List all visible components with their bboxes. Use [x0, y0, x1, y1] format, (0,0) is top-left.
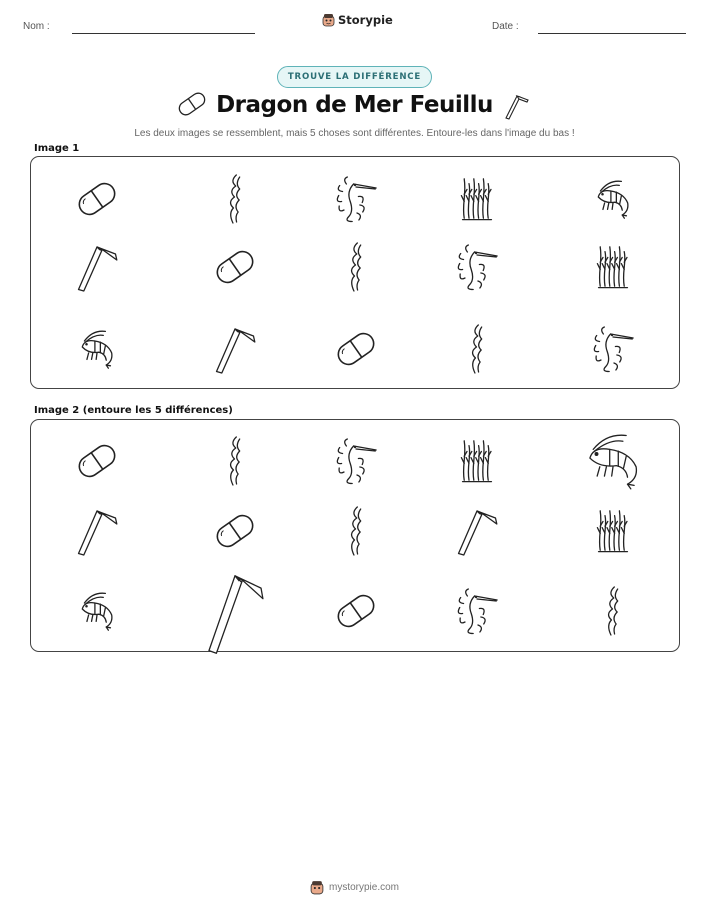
footer-url: mystorypie.com	[328, 882, 399, 893]
seaweed-icon[interactable]	[222, 436, 248, 486]
pill-icon	[333, 326, 379, 372]
pill-icon[interactable]	[333, 588, 379, 634]
leafy-sea-dragon-icon	[453, 242, 501, 292]
brand-logo	[322, 13, 393, 27]
name-field-line[interactable]	[72, 33, 255, 34]
seaweed-icon	[222, 174, 248, 224]
coral-icon	[593, 243, 633, 291]
leafy-sea-dragon-icon[interactable]	[332, 436, 380, 486]
title-straw-icon	[500, 91, 530, 121]
coral-icon[interactable]	[593, 507, 633, 555]
leafy-sea-dragon-icon[interactable]	[453, 586, 501, 636]
leafy-sea-dragon-icon	[589, 324, 637, 374]
straw-icon[interactable]	[204, 567, 266, 655]
image1-panel	[30, 156, 680, 389]
date-field-line[interactable]	[538, 33, 686, 34]
straw-icon[interactable]	[75, 506, 119, 556]
page-title: Dragon de Mer Feuillu	[216, 92, 493, 118]
name-label: Nom :	[23, 21, 50, 32]
pill-icon	[212, 244, 258, 290]
activity-badge: TROUVE LA DIFFÉRENCE	[277, 66, 432, 88]
footer	[0, 880, 709, 895]
seaweed-icon	[464, 324, 490, 374]
seaweed-icon	[343, 242, 369, 292]
pill-icon[interactable]	[74, 438, 120, 484]
leafy-sea-dragon-icon	[332, 174, 380, 224]
image2-panel[interactable]	[30, 419, 680, 652]
image2-label: Image 2 (entoure les 5 différences)	[34, 405, 233, 416]
shrimp-icon	[592, 179, 634, 219]
pill-icon	[74, 176, 120, 222]
coral-icon	[457, 175, 497, 223]
brand-name: Storypie	[338, 13, 393, 27]
seaweed-icon[interactable]	[343, 506, 369, 556]
storypie-mascot-icon	[310, 880, 324, 895]
pill-icon[interactable]	[212, 508, 258, 554]
straw-icon	[75, 242, 119, 292]
coral-icon[interactable]	[457, 437, 497, 485]
straw-icon[interactable]	[455, 506, 499, 556]
straw-icon	[213, 324, 257, 374]
seaweed-icon[interactable]	[600, 586, 626, 636]
storypie-mascot-icon	[322, 13, 335, 27]
shrimp-icon[interactable]	[580, 432, 646, 490]
shrimp-icon	[76, 329, 118, 369]
date-label: Date :	[492, 21, 519, 32]
image1-label: Image 1	[34, 143, 80, 154]
shrimp-icon[interactable]	[76, 591, 118, 631]
instructions: Les deux images se ressemblent, mais 5 choses sont différentes. Entoure-les dans l'image du bas !	[134, 128, 575, 139]
